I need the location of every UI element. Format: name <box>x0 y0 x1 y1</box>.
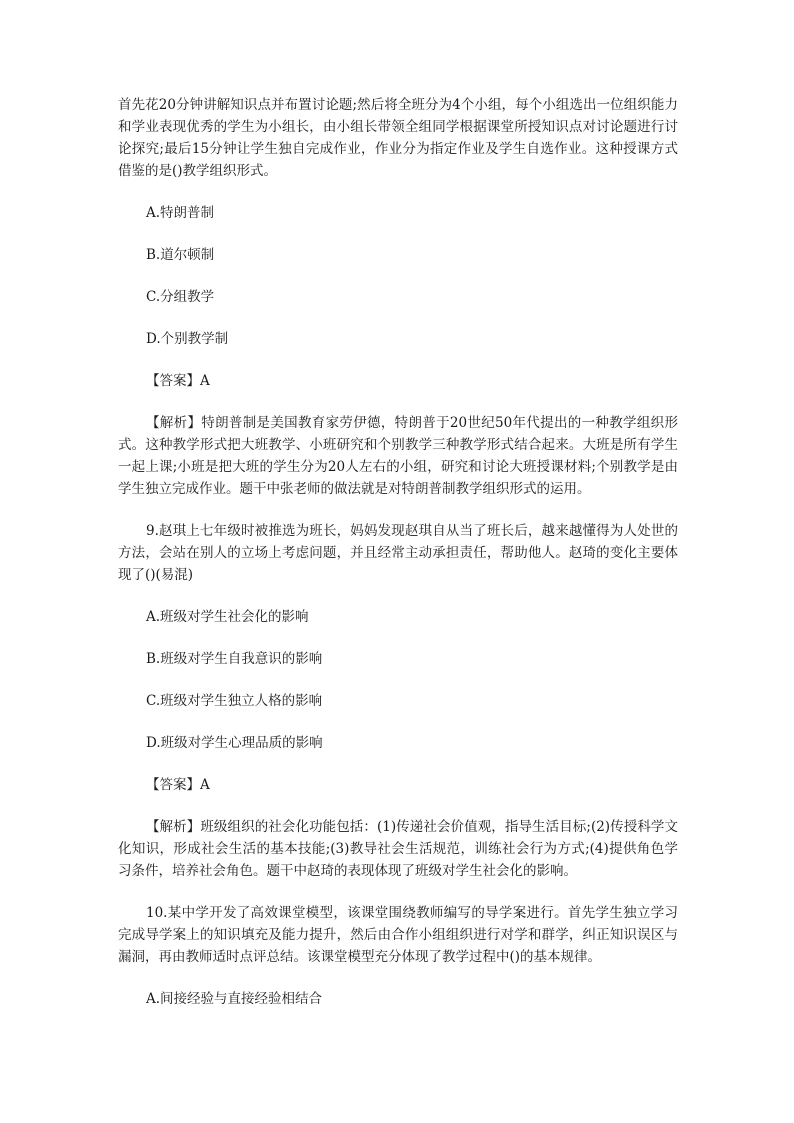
q9-answer: 【答案】A <box>146 777 210 793</box>
q8-explanation: 【解析】特朗普制是美国教育家劳伊德，特朗普于20世纪50年代提出的一种教学组织形式。这种教学形式把大班教学、小班研究和个别教学三种教学形式结合起来。大班是所有学生一起上课;小班是把大班的学生分为20人左右的小组，研究和讨论大班授课材料;个别教学是由学生独立完成作业。题干中张老师的做法就是对特朗普制教学组织形式的运用。 <box>118 415 678 497</box>
q9-option-c: C.班级对学生独立人格的影响 <box>146 693 323 709</box>
question-10-stem: 10.某中学开发了高效课堂模型，该课堂围绕教师编写的导学案进行。首先学生独立学习完成导学案上的知识填充及能力提升，然后由合作小组组织进行对学和群学，纠正知识误区与漏洞，再由教师适时点评总结。该课堂模型充分体现了教学过程中()的基本规律。 <box>118 905 678 965</box>
q9-option-b: B.班级对学生自我意识的影响 <box>146 651 323 667</box>
q9-explanation: 【解析】班级组织的社会化功能包括：(1)传递社会价值观，指导生活目标;(2)传授科学文化知识，形成社会生活的基本技能;(3)教导社会生活规范，训练社会行为方式;(4)提供角色学习条件，培养社会角色。题干中赵琦的表现体现了班级对学生社会化的影响。 <box>118 819 678 879</box>
question-9-stem: 9.赵琪上七年级时被推选为班长，妈妈发现赵琪自从当了班长后，越来越懂得为人处世的方法，会站在别人的立场上考虑问题，并且经常主动承担责任，帮助他人。赵琦的变化主要体现了()(易混) <box>118 523 678 583</box>
q10-option-a: A.间接经验与直接经验相结合 <box>146 991 323 1007</box>
q9-option-d: D.班级对学生心理品质的影响 <box>146 735 323 751</box>
question-8-stem: 首先花20分钟讲解知识点并布置讨论题;然后将全班分为4个小组，每个小组选出一位组织能力和学业表现优秀的学生为小组长，由小组长带领全组同学根据课堂所授知识点对讨论题进行讨论探究;最后15分钟让学生独自完成作业，作业分为指定作业及学生自选作业。这种授课方式借鉴的是()教学组织形式。 <box>118 97 678 179</box>
q8-option-d: D.个别教学制 <box>146 331 229 347</box>
document-page <box>118 94 678 1010</box>
q9-option-a: A.班级对学生社会化的影响 <box>146 609 309 625</box>
q8-option-a: A.特朗普制 <box>146 205 215 221</box>
q8-option-b: B.道尔顿制 <box>146 247 215 263</box>
q8-option-c: C.分组教学 <box>146 289 215 305</box>
q8-answer: 【答案】A <box>146 373 210 389</box>
